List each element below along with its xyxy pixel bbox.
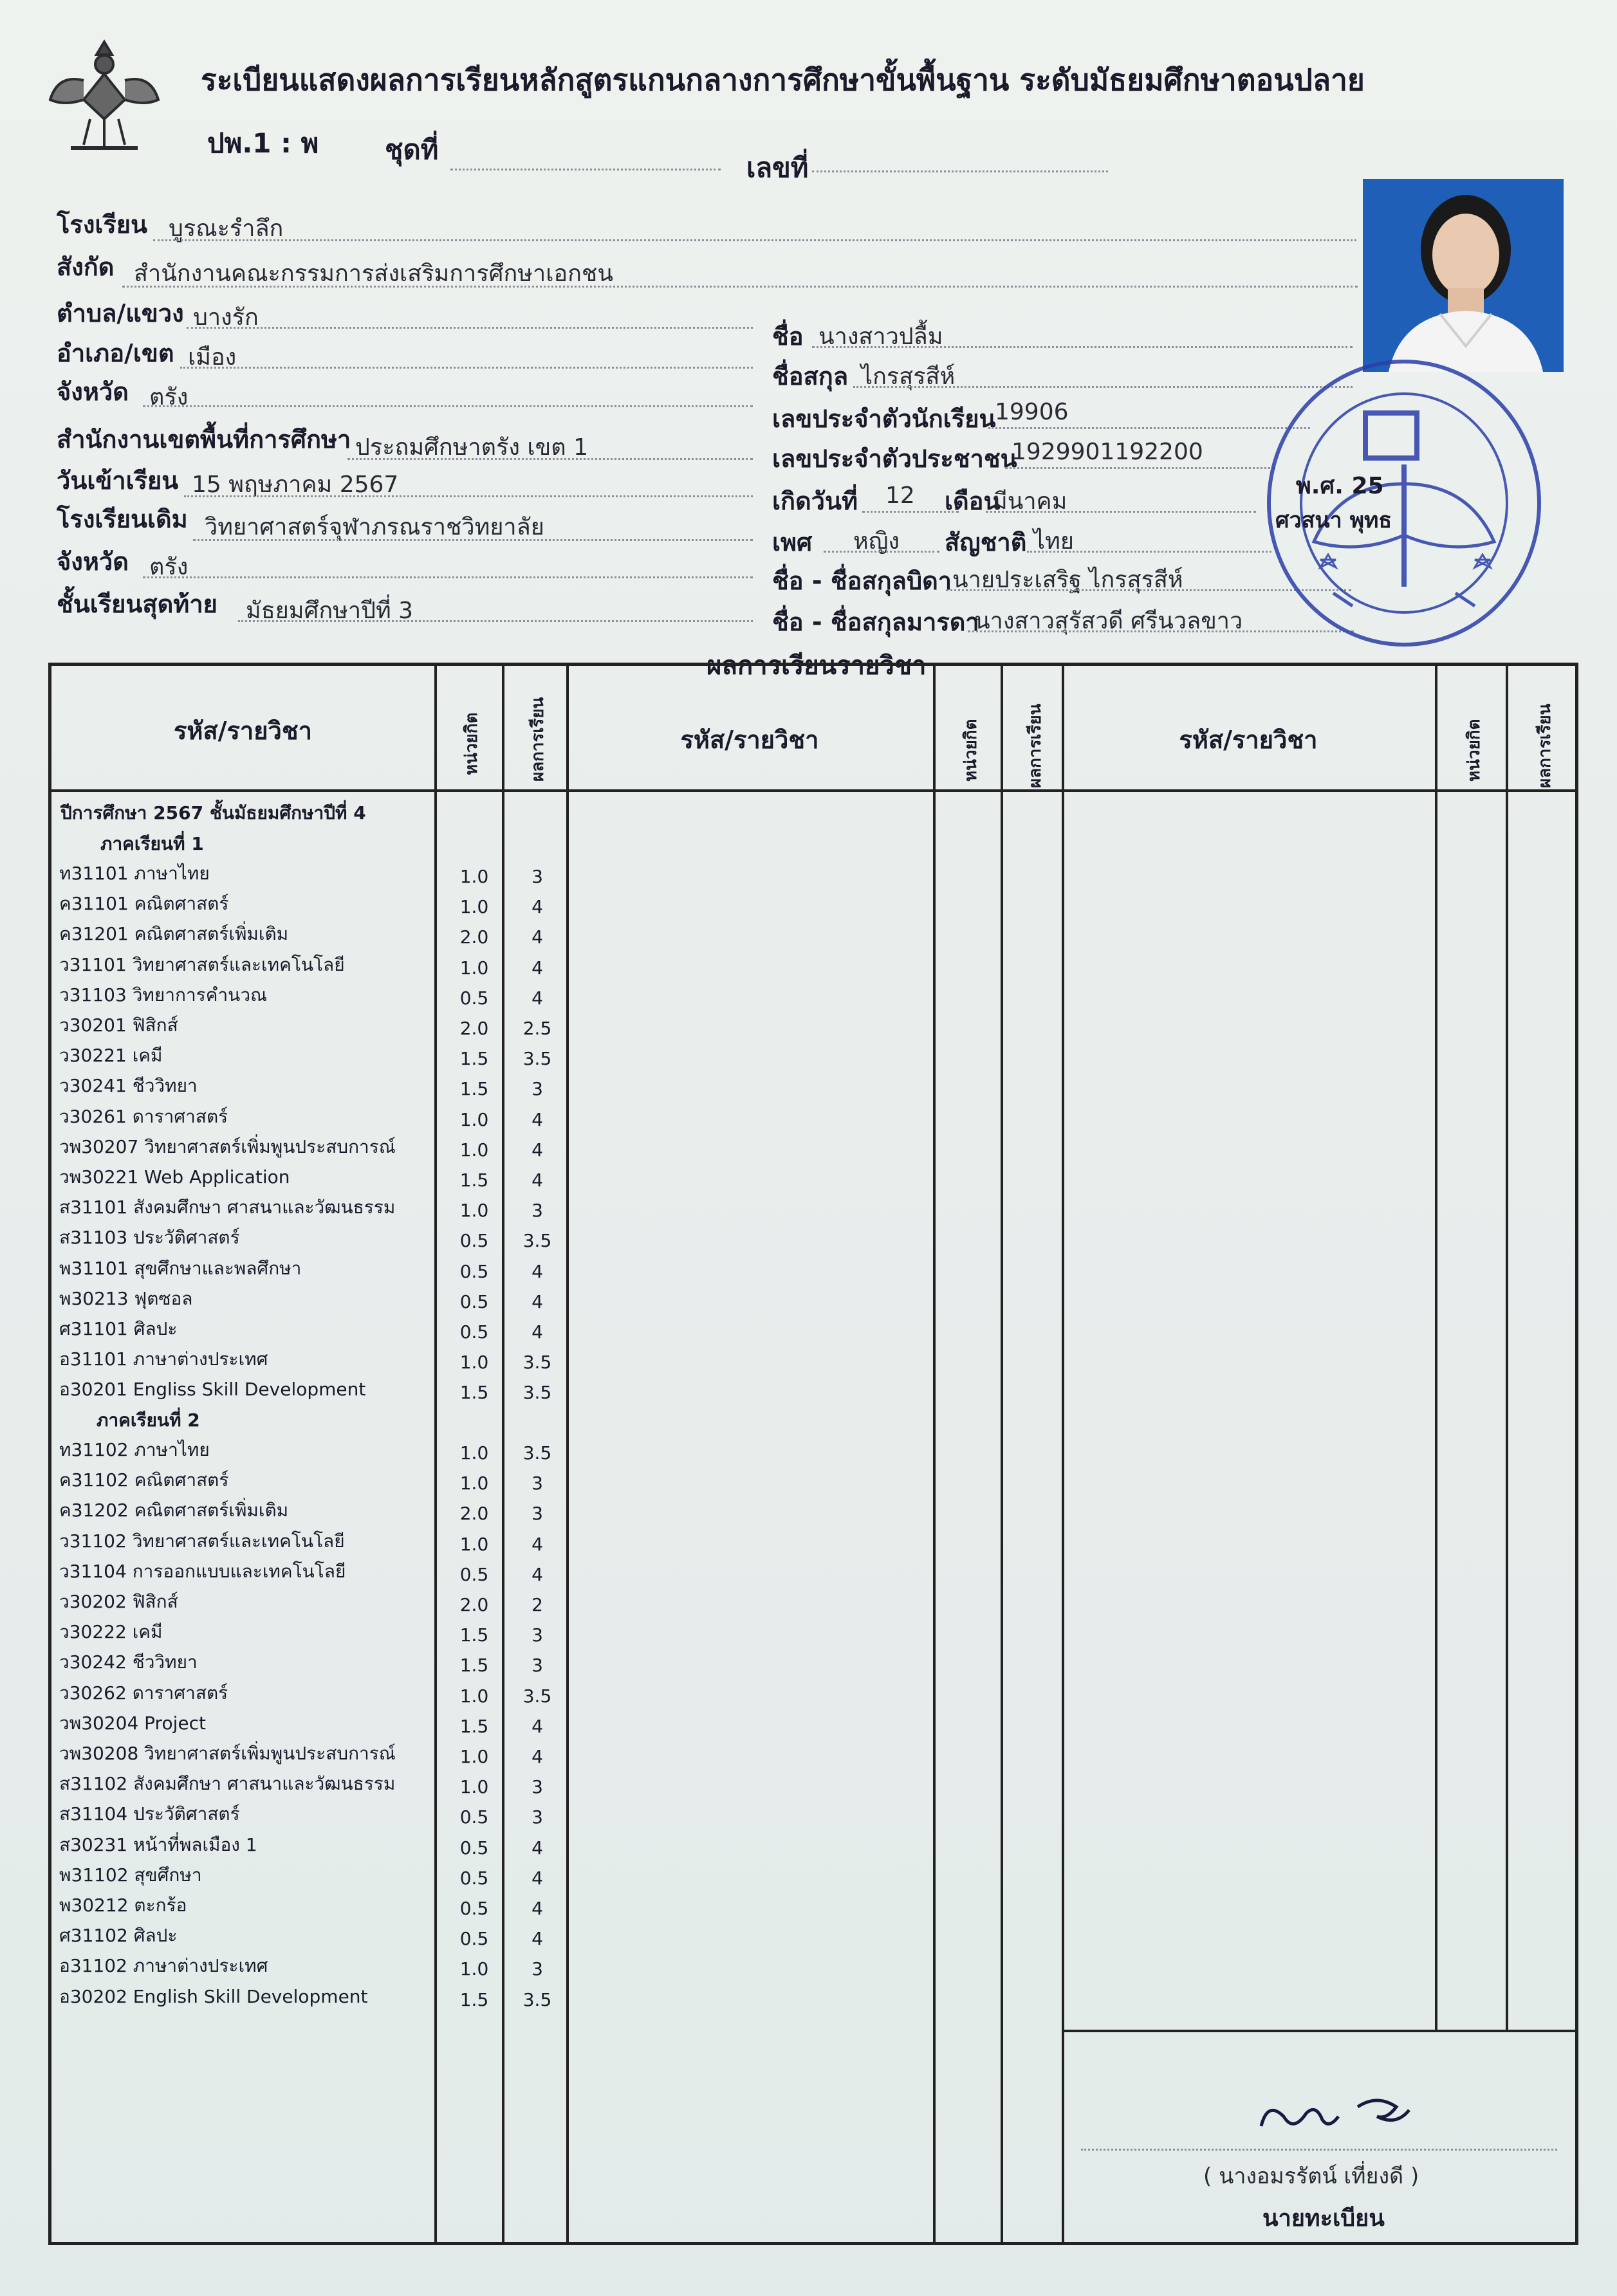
col-header-subject-1: รหัส/รายวิชา [173, 717, 312, 745]
credit-cell: 1.5 [459, 1624, 489, 1646]
grade-cell: 4 [531, 1290, 543, 1312]
table-row [59, 1375, 574, 1406]
semester-2-heading: ภาคเรียนที่ 2 [97, 1410, 200, 1431]
subject-cell: ศ31101 ศิลปะ [59, 1318, 178, 1339]
grade-cell: 3 [531, 1078, 543, 1100]
grade-cell: 3.5 [522, 1048, 552, 1070]
entry-date-value: 15 พฤษภาคม 2567 [192, 472, 399, 498]
grade-cell: 3.5 [522, 1352, 552, 1373]
credit-cell: 0.5 [459, 1928, 489, 1950]
subject-cell: วพ30204 Project [59, 1712, 206, 1734]
province-value: ตรัง [149, 384, 189, 410]
registrar-position: นายทะเบียน [1262, 2205, 1385, 2232]
subject-cell: อ31102 ภาษาต่างประเทศ [59, 1955, 268, 1977]
grade-cell: 3.5 [522, 1382, 552, 1404]
credit-cell: 0.5 [459, 987, 489, 1009]
table-row [59, 1588, 574, 1618]
subject-cell: พ30213 ฟุตซอล [59, 1287, 193, 1309]
mother-label: ชื่อ - ชื่อสกุลมารดา [772, 608, 979, 636]
grade-cell: 3 [531, 1200, 543, 1222]
table-row [59, 1740, 574, 1770]
subject-cell: ท31101 ภาษาไทย [59, 863, 210, 884]
school-label: โรงเรียน [57, 210, 148, 239]
credit-cell: 0.5 [459, 1563, 489, 1585]
grade-cell: 2.5 [522, 1018, 552, 1039]
subdistrict-value: บางรัก [193, 304, 259, 331]
grade-cell: 3 [531, 1503, 543, 1525]
subject-cell: พ30212 ตะกร้อ [59, 1895, 187, 1916]
credit-cell: 1.5 [459, 1078, 489, 1100]
subject-cell: ส31104 ประวัติศาสตร์ [59, 1803, 240, 1825]
credit-cell: 0.5 [459, 1230, 489, 1252]
seal-partial-text-2: ศวสนา พุทธ [1275, 508, 1392, 533]
credit-cell: 0.5 [459, 1321, 489, 1343]
credit-cell: 1.0 [459, 896, 489, 918]
table-row [59, 1922, 574, 1952]
name-value: นางสาวปลื้ม [818, 324, 943, 350]
sex-value: หญิง [853, 528, 900, 555]
subject-cell: อ30201 Engliss Skill Development [59, 1379, 366, 1401]
grade-cell: 4 [531, 1746, 543, 1767]
subject-cell: ส31101 สังคมศึกษา ศาสนาและวัฒนธรรม [59, 1197, 396, 1218]
prev-province-value: ตรัง [149, 554, 189, 580]
table-row [59, 1648, 574, 1678]
document-title: ระเบียนแสดงผลการเรียนหลักสูตรแกนกลางการศึกษาขั้นพื้นฐาน ระดับมัธยมศึกษาตอนปลาย [201, 62, 1365, 97]
table-row [59, 1770, 574, 1800]
credit-cell: 1.0 [459, 957, 489, 978]
grade-cell: 3 [531, 866, 543, 887]
subject-cell: ค31101 คณิตศาสตร์ [59, 893, 229, 915]
subject-cell: วพ30208 วิทยาศาสตร์เพิ่มพูนประสบการณ์ [59, 1743, 396, 1764]
subject-cell: พ31101 สุขศึกษาและพลศึกษา [59, 1257, 302, 1279]
credit-cell: 2.0 [459, 1018, 489, 1039]
table-row [59, 1345, 574, 1375]
province-label: จังหวัด [57, 378, 129, 406]
subject-cell: ท31102 ภาษาไทย [59, 1439, 210, 1460]
school-value: บูรณะรำลึก [169, 216, 284, 242]
table-row [59, 1163, 574, 1193]
col-header-grade-3: ผลการเรียน [1535, 703, 1555, 788]
credit-cell: 1.0 [459, 1200, 489, 1222]
grade-cell: 3.5 [522, 1230, 552, 1252]
table-row [59, 1557, 574, 1588]
credit-cell: 1.0 [459, 1958, 489, 1980]
grade-cell: 2 [531, 1594, 543, 1615]
col-header-subject-3: รหัส/รายวิชา [1179, 726, 1318, 754]
grade-cell: 4 [531, 1108, 543, 1130]
grade-cell: 4 [531, 987, 543, 1009]
table-row [59, 890, 574, 920]
subject-cell: ว31101 วิทยาศาสตร์และเทคโนโลยี [59, 953, 345, 975]
student-photo [1363, 179, 1564, 372]
prev-school-value: วิทยาศาสตร์จุฬาภรณราชวิทยาลัย [205, 514, 544, 540]
table-row [59, 1679, 574, 1709]
credit-cell: 1.5 [459, 1988, 489, 2010]
grade-cell: 3 [531, 1806, 543, 1828]
table-row [59, 1496, 574, 1527]
subject-cell: ส30231 หน้าที่พลเมือง 1 [59, 1833, 257, 1855]
credit-cell: 1.0 [459, 1776, 489, 1798]
district-label: อำเภอ/เขต [57, 339, 174, 367]
grade-cell: 3 [531, 1958, 543, 1980]
set-label: ชุดที่ [385, 134, 439, 165]
subject-cell: ว30201 ฟิสิกส์ [59, 1015, 178, 1036]
student-portrait-icon [1363, 179, 1564, 372]
grade-cell: 4 [531, 1170, 543, 1191]
credit-cell: 2.0 [459, 1594, 489, 1615]
subject-cell: ว30221 เคมี [59, 1045, 163, 1067]
subdistrict-label: ตำบล/แขวง [57, 299, 184, 327]
table-row [59, 1527, 574, 1557]
number-label: เลขที่ [746, 152, 809, 183]
subject-cell: ว30242 ชีววิทยา [59, 1651, 198, 1673]
grade-cell: 3 [531, 1655, 543, 1676]
credit-cell: 1.0 [459, 866, 489, 887]
nationality-value: ไทย [1033, 528, 1074, 555]
table-row [59, 1861, 574, 1891]
area-office-value: ประถมศึกษาตรัง เขต 1 [355, 434, 589, 461]
credit-cell: 0.5 [459, 1867, 489, 1889]
col-header-grade-2: ผลการเรียน [1026, 703, 1045, 788]
table-row [59, 1285, 574, 1315]
table-row [59, 1224, 574, 1254]
entry-date-label: วันเข้าเรียน [57, 466, 179, 495]
subject-cell: ว30222 เคมี [59, 1621, 163, 1643]
credit-cell: 0.5 [459, 1260, 489, 1282]
col-header-credit-2: หน่วยกิต [961, 719, 981, 782]
table-row [59, 1466, 574, 1496]
registrar-name: ( นางอมรรัตน์ เที่ยงดี ) [1203, 2163, 1419, 2189]
subject-cell: วพ30207 วิทยาศาสตร์เพิ่มพูนประสบการณ์ [59, 1135, 396, 1157]
credit-cell: 0.5 [459, 1837, 489, 1859]
grade-cell: 4 [531, 1563, 543, 1585]
subject-cell: ค31201 คณิตศาสตร์เพิ่มเติม [59, 923, 289, 945]
citizen-id-label: เลขประจำตัวประชาชน [772, 445, 1017, 473]
mother-value: นางสาวสุรัสวดี ศรีนวลขาว [974, 608, 1243, 634]
subject-cell: พ31102 สุขศึกษา [59, 1864, 202, 1886]
table-row [59, 1072, 574, 1102]
credit-cell: 1.5 [459, 1170, 489, 1191]
credit-cell: 2.0 [459, 926, 489, 948]
garuda-emblem-icon [45, 29, 164, 154]
nationality-label: สัญชาติ [945, 528, 1027, 556]
grade-cell: 4 [531, 1867, 543, 1889]
subject-cell: ว31104 การออกแบบและเทคโนโลยี [59, 1560, 346, 1582]
affiliation-value: สำนักงานคณะกรรมการส่งเสริมการศึกษาเอกชน [134, 261, 613, 287]
credit-cell: 1.0 [459, 1352, 489, 1373]
grade-cell: 3.5 [522, 1988, 552, 2010]
grade-cell: 4 [531, 1898, 543, 1919]
credit-cell: 0.5 [459, 1898, 489, 1919]
name-label: ชื่อ [772, 322, 804, 351]
table-section-title: ผลการเรียนรายวิชา [707, 651, 927, 681]
credit-cell: 1.5 [459, 1048, 489, 1070]
grade-cell: 4 [531, 926, 543, 948]
grade-cell: 4 [531, 1139, 543, 1161]
table-row [59, 859, 574, 890]
surname-value: ไกรสุรสีห์ [861, 363, 956, 390]
subject-cell: ส31103 ประวัติศาสตร์ [59, 1227, 240, 1249]
subject-cell: ว30202 ฟิสิกส์ [59, 1591, 178, 1612]
table-row [59, 1042, 574, 1072]
subject-cell: ว30262 ดาราศาสตร์ [59, 1682, 228, 1704]
citizen-id-value: 1929901192200 [1012, 439, 1203, 465]
table-row [59, 1103, 574, 1133]
birth-day-value: 12 [885, 482, 915, 509]
area-office-label: สำนักงานเขตพื้นที่การศึกษา [57, 425, 351, 454]
table-row [59, 1891, 574, 1922]
subject-cell: ค31102 คณิตศาสตร์ [59, 1469, 229, 1491]
table-row [59, 1709, 574, 1740]
credit-cell: 1.0 [459, 1108, 489, 1130]
subject-cell: ส31102 สังคมศึกษา ศาสนาและวัฒนธรรม [59, 1773, 396, 1795]
col-header-grade-1: ผลการเรียน [528, 697, 548, 782]
father-value: นายประเสริฐ ไกรสุรสีห์ [952, 567, 1183, 593]
grade-cell: 4 [531, 1260, 543, 1282]
grade-cell: 3 [531, 1624, 543, 1646]
grade-cell: 4 [531, 957, 543, 978]
col-header-credit-3: หน่วยกิต [1465, 719, 1484, 782]
form-code: ปพ.1 : พ [207, 127, 319, 159]
semester-1-heading: ภาคเรียนที่ 1 [100, 833, 204, 854]
credit-cell: 2.0 [459, 1503, 489, 1525]
credit-cell: 1.0 [459, 1533, 489, 1555]
school-seal-stamp [1262, 355, 1546, 651]
table-row [59, 1011, 574, 1042]
birth-month-value: มีนาคม [992, 488, 1067, 515]
table-row [59, 1315, 574, 1345]
prev-province-label: จังหวัด [57, 547, 129, 576]
father-label: ชื่อ - ชื่อสกุลบิดา [772, 567, 952, 595]
table-row [59, 1193, 574, 1224]
col-header-subject-2: รหัส/รายวิชา [680, 726, 819, 754]
prev-school-label: โรงเรียนเดิม [57, 505, 188, 533]
grade-cell: 4 [531, 896, 543, 918]
registrar-signature [1248, 2081, 1428, 2152]
credit-cell: 1.0 [459, 1442, 489, 1464]
grade-cell: 4 [531, 1837, 543, 1859]
table-row [59, 1133, 574, 1163]
student-id-label: เลขประจำตัวนักเรียน [772, 405, 996, 433]
surname-label: ชื่อสกุล [772, 362, 849, 390]
credit-cell: 1.5 [459, 1382, 489, 1404]
col-header-credit-1: หน่วยกิต [462, 712, 481, 775]
subject-cell: ค31202 คณิตศาสตร์เพิ่มเติม [59, 1500, 289, 1521]
year-heading: ปีการศึกษา 2567 ชั้นมัธยมศึกษาปีที่ 4 [60, 802, 366, 823]
grade-cell: 3 [531, 1473, 543, 1494]
credit-cell: 1.0 [459, 1685, 489, 1707]
grade-cell: 4 [531, 1533, 543, 1555]
birth-label: เกิดวันที่ [772, 487, 858, 515]
subject-cell: วพ30221 Web Application [59, 1166, 290, 1188]
table-row [59, 1831, 574, 1861]
credit-cell: 0.5 [459, 1806, 489, 1828]
table-row [59, 1952, 574, 1982]
grade-cell: 4 [531, 1715, 543, 1737]
grade-cell: 3 [531, 1776, 543, 1798]
table-row [59, 920, 574, 950]
table-row [59, 1618, 574, 1648]
subject-cell: ว31102 วิทยาศาสตร์และเทคโนโลยี [59, 1530, 345, 1552]
grade-cell: 4 [531, 1321, 543, 1343]
credit-cell: 1.0 [459, 1139, 489, 1161]
table-row [59, 1800, 574, 1830]
table-row [59, 1436, 574, 1466]
subject-cell: ว30241 ชีววิทยา [59, 1075, 198, 1097]
student-id-value: 19906 [995, 399, 1069, 425]
table-row [59, 1983, 574, 2013]
affiliation-label: สังกัด [57, 253, 115, 281]
last-grade-value: มัธยมศึกษาปีที่ 3 [246, 598, 414, 624]
table-row [59, 981, 574, 1011]
birth-month-label: เดือน [945, 487, 1001, 515]
credit-cell: 1.0 [459, 1746, 489, 1767]
subject-cell: อ31101 ภาษาต่างประเทศ [59, 1348, 268, 1370]
table-row [59, 951, 574, 981]
grade-cell: 3.5 [522, 1685, 552, 1707]
credit-cell: 0.5 [459, 1290, 489, 1312]
table-row [59, 1254, 574, 1285]
grade-cell: 3.5 [522, 1442, 552, 1464]
subject-cell: ศ31102 ศิลปะ [59, 1925, 178, 1947]
last-grade-label: ชั้นเรียนสุดท้าย [57, 590, 217, 618]
credit-cell: 1.5 [459, 1655, 489, 1676]
sex-label: เพศ [772, 528, 813, 556]
seal-partial-text-1: พ.ศ. 25 [1296, 473, 1384, 499]
grade-cell: 4 [531, 1928, 543, 1950]
subject-cell: อ30202 English Skill Development [59, 1985, 368, 2007]
credit-cell: 1.5 [459, 1715, 489, 1737]
subject-cell: ว31103 วิทยาการคำนวณ [59, 984, 268, 1006]
subject-cell: ว30261 ดาราศาสตร์ [59, 1105, 228, 1127]
credit-cell: 1.0 [459, 1473, 489, 1494]
district-value: เมือง [188, 344, 237, 371]
